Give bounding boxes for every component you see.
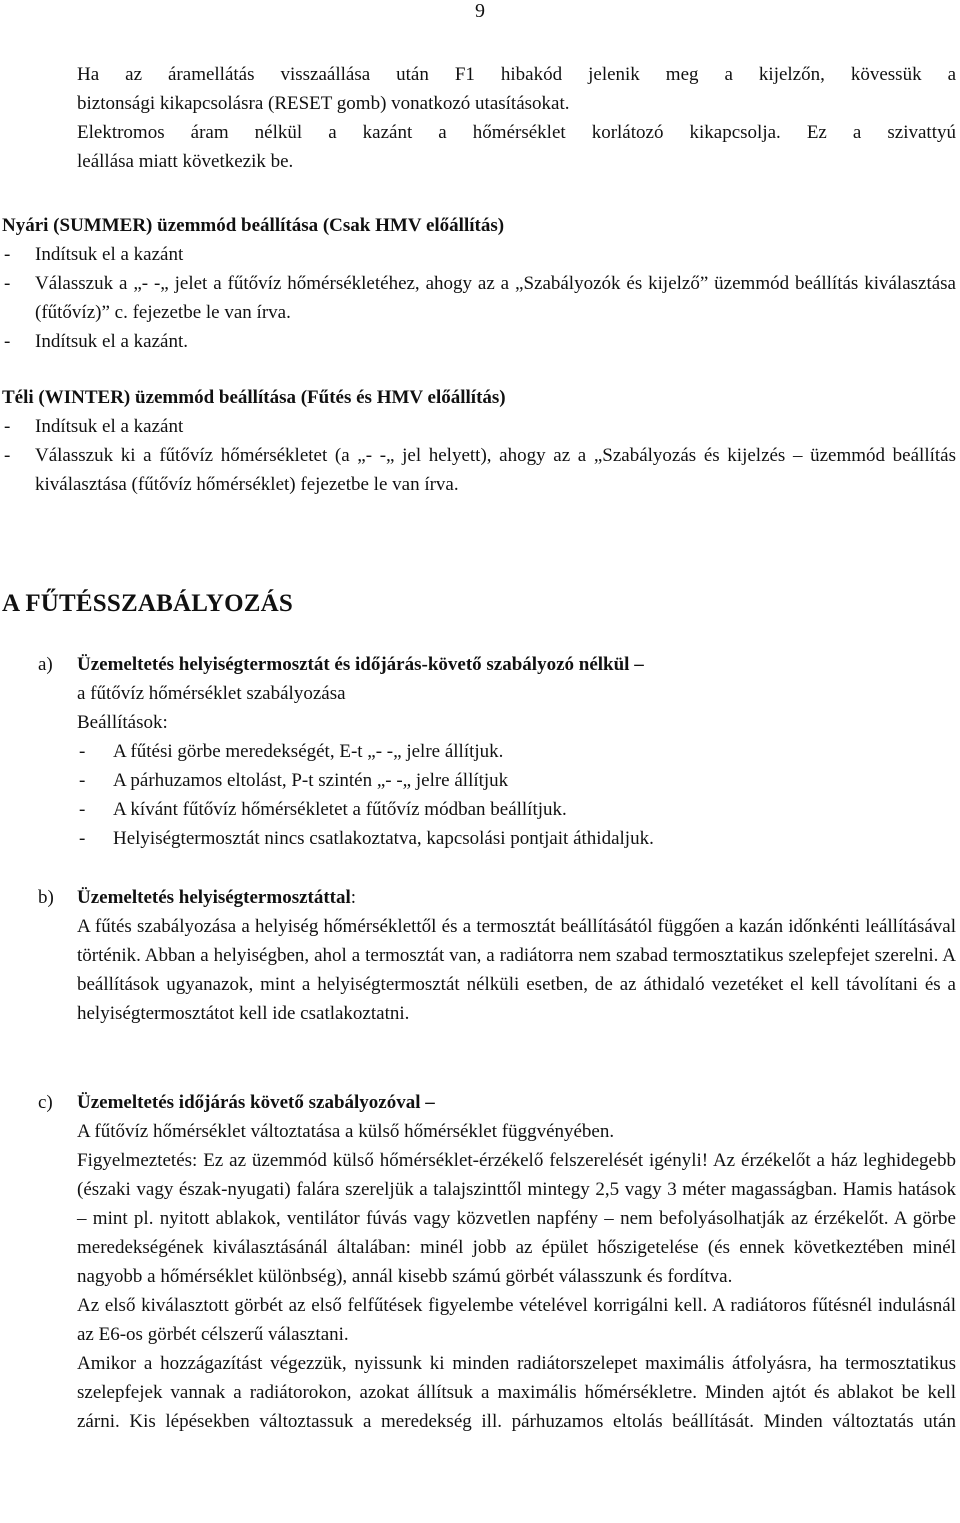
intro-line: Ha az áramellátás visszaállása után F1 hibakód jelenik meg a kijelzőn, kövessük a xyxy=(77,64,956,85)
winter-section xyxy=(2,383,956,499)
intro-line: leállása miatt következik be. xyxy=(77,151,294,172)
section-c xyxy=(38,1088,956,1436)
winter-list xyxy=(2,412,956,499)
settings-label: Beállítások: xyxy=(77,712,168,733)
section-a xyxy=(38,650,956,853)
section-c-title-suffix: – xyxy=(420,1092,435,1113)
section-b-title: Üzemeltetés helyiségtermosztáttal xyxy=(77,887,351,908)
section-b-text: A fűtés szabályozása a helyiség hőmérséklettől és a termosztát beállításától függően a kazán időnkénti leállításával történik. Abban a helyiségben, ahol a termosztát van, a radiátorra nem szabad termosztatikus szelepfejet szerelni. A beállítások ugyanazok, mint a helyiségtermosztát nélküli esetben, de az áthidaló vezetéket el kell távolítani és a helyiségtermosztátot kell ide csatlakoztatni. xyxy=(77,916,956,1024)
section-c-paragraph: Figyelmeztetés: Ez az üzemmód külső hőmérséklet-érzékelő felszerelését igényli! Az érzékelőt a ház leghidegebb (északi vagy észak-nyugati) falára szereljük a talajszinttől mintegy 2,5 vagy 3 méter magasságban. Hamis hatások – mint pl. nyitott ablakok, ventilátor fúvás vagy közvetlen napfény – nem befolyásolhatják az érzékelőt. A görbe meredekségének kiválasztásánál általában: minél jobb az épület hőszigetelése (és ennek következtében minél nagyobb a hőmérséklet különbség), annál kisebb számú görbét válasszunk és fordítva. xyxy=(77,1150,956,1287)
section-b-title-suffix: : xyxy=(350,887,357,908)
list-item: - A párhuzamos eltolást, P-t szintén „- -„ jelre állítjuk xyxy=(77,766,956,795)
summer-section xyxy=(2,211,956,356)
list-item: - Válasszuk a „- -„ jelet a fűtővíz hőmérsékletéhez, ahogy az a „Szabályozók és kijelző” üzemmód beállítás kiválasztása (fűtővíz)” c. fejezetbe le van írva. xyxy=(2,269,956,327)
item-marker: b) xyxy=(38,887,54,908)
section-c-paragraph: A fűtővíz hőmérséklet változtatása a külső hőmérséklet függvényében. xyxy=(77,1121,615,1142)
section-c-paragraph: Az első kiválasztott görbét az első felfűtések figyelembe vételével korrigálni kell. A radiátoros fűtésnél indulásnál az E6-os görbét célszerű választani. xyxy=(77,1295,956,1345)
item-marker: a) xyxy=(38,654,53,675)
intro-line: biztonsági kikapcsolásra (RESET gomb) vonatkozó utasításokat. xyxy=(77,93,570,114)
list-item: - Helyiségtermosztát nincs csatlakoztatva, kapcsolási pontjait áthidaljuk. xyxy=(77,824,956,853)
section-c-title: Üzemeltetés időjárás követő szabályozóval xyxy=(77,1092,421,1113)
list-item: - Indítsuk el a kazánt xyxy=(2,412,956,441)
section-title: A FŰTÉSSZABÁLYOZÁS xyxy=(2,590,293,617)
list-item: - Válasszuk ki a fűtővíz hőmérsékletet (a „- -„ jel helyett), ahogy az a „Szabályozás és kijelzés – üzemmód beállítás kiválasztása (fűtővíz hőmérséklet) fejezetbe le van írva. xyxy=(2,441,956,499)
list-item: - A fűtési görbe meredekségét, E-t „- -„ jelre állítjuk. xyxy=(77,737,956,766)
item-marker: c) xyxy=(38,1092,53,1113)
summer-heading: Nyári (SUMMER) üzemmód beállítása (Csak HMV előállítás) xyxy=(2,215,505,236)
intro-paragraph xyxy=(77,60,956,176)
section-c-paragraph: Amikor a hozzágazítást végezzük, nyissunk ki minden radiátorszelepet maximális átfolyásra, ha termosztatikus szelepfejek vannak a radiátorokon, azokat állítsuk a maximális hőmérsékletre. Minden ajtót és ablakot be kell zárni. Kis lépésekben változtassuk a meredekség ill. párhuzamos eltolás beállítását. Minden változtatás után xyxy=(77,1353,956,1432)
section-a-subtitle: a fűtővíz hőmérséklet szabályozása xyxy=(77,683,346,704)
settings-list xyxy=(77,737,956,853)
summer-list xyxy=(2,240,956,356)
list-item: - Indítsuk el a kazánt xyxy=(2,240,956,269)
intro-line: Elektromos áram nélkül a kazánt a hőmérséklet korlátozó kikapcsolja. Ez a szivattyú xyxy=(77,122,956,143)
list-item: - A kívánt fűtővíz hőmérsékletet a fűtővíz módban beállítjuk. xyxy=(77,795,956,824)
page-number: 9 xyxy=(475,0,485,22)
section-a-title: Üzemeltetés helyiségtermosztát és időjárás-követő szabályozó nélkül xyxy=(77,654,630,675)
list-item: - Indítsuk el a kazánt. xyxy=(2,327,956,356)
section-a-title-suffix: – xyxy=(629,654,644,675)
section-b xyxy=(38,883,956,1028)
winter-heading: Téli (WINTER) üzemmód beállítása (Fűtés és HMV előállítás) xyxy=(2,387,506,408)
